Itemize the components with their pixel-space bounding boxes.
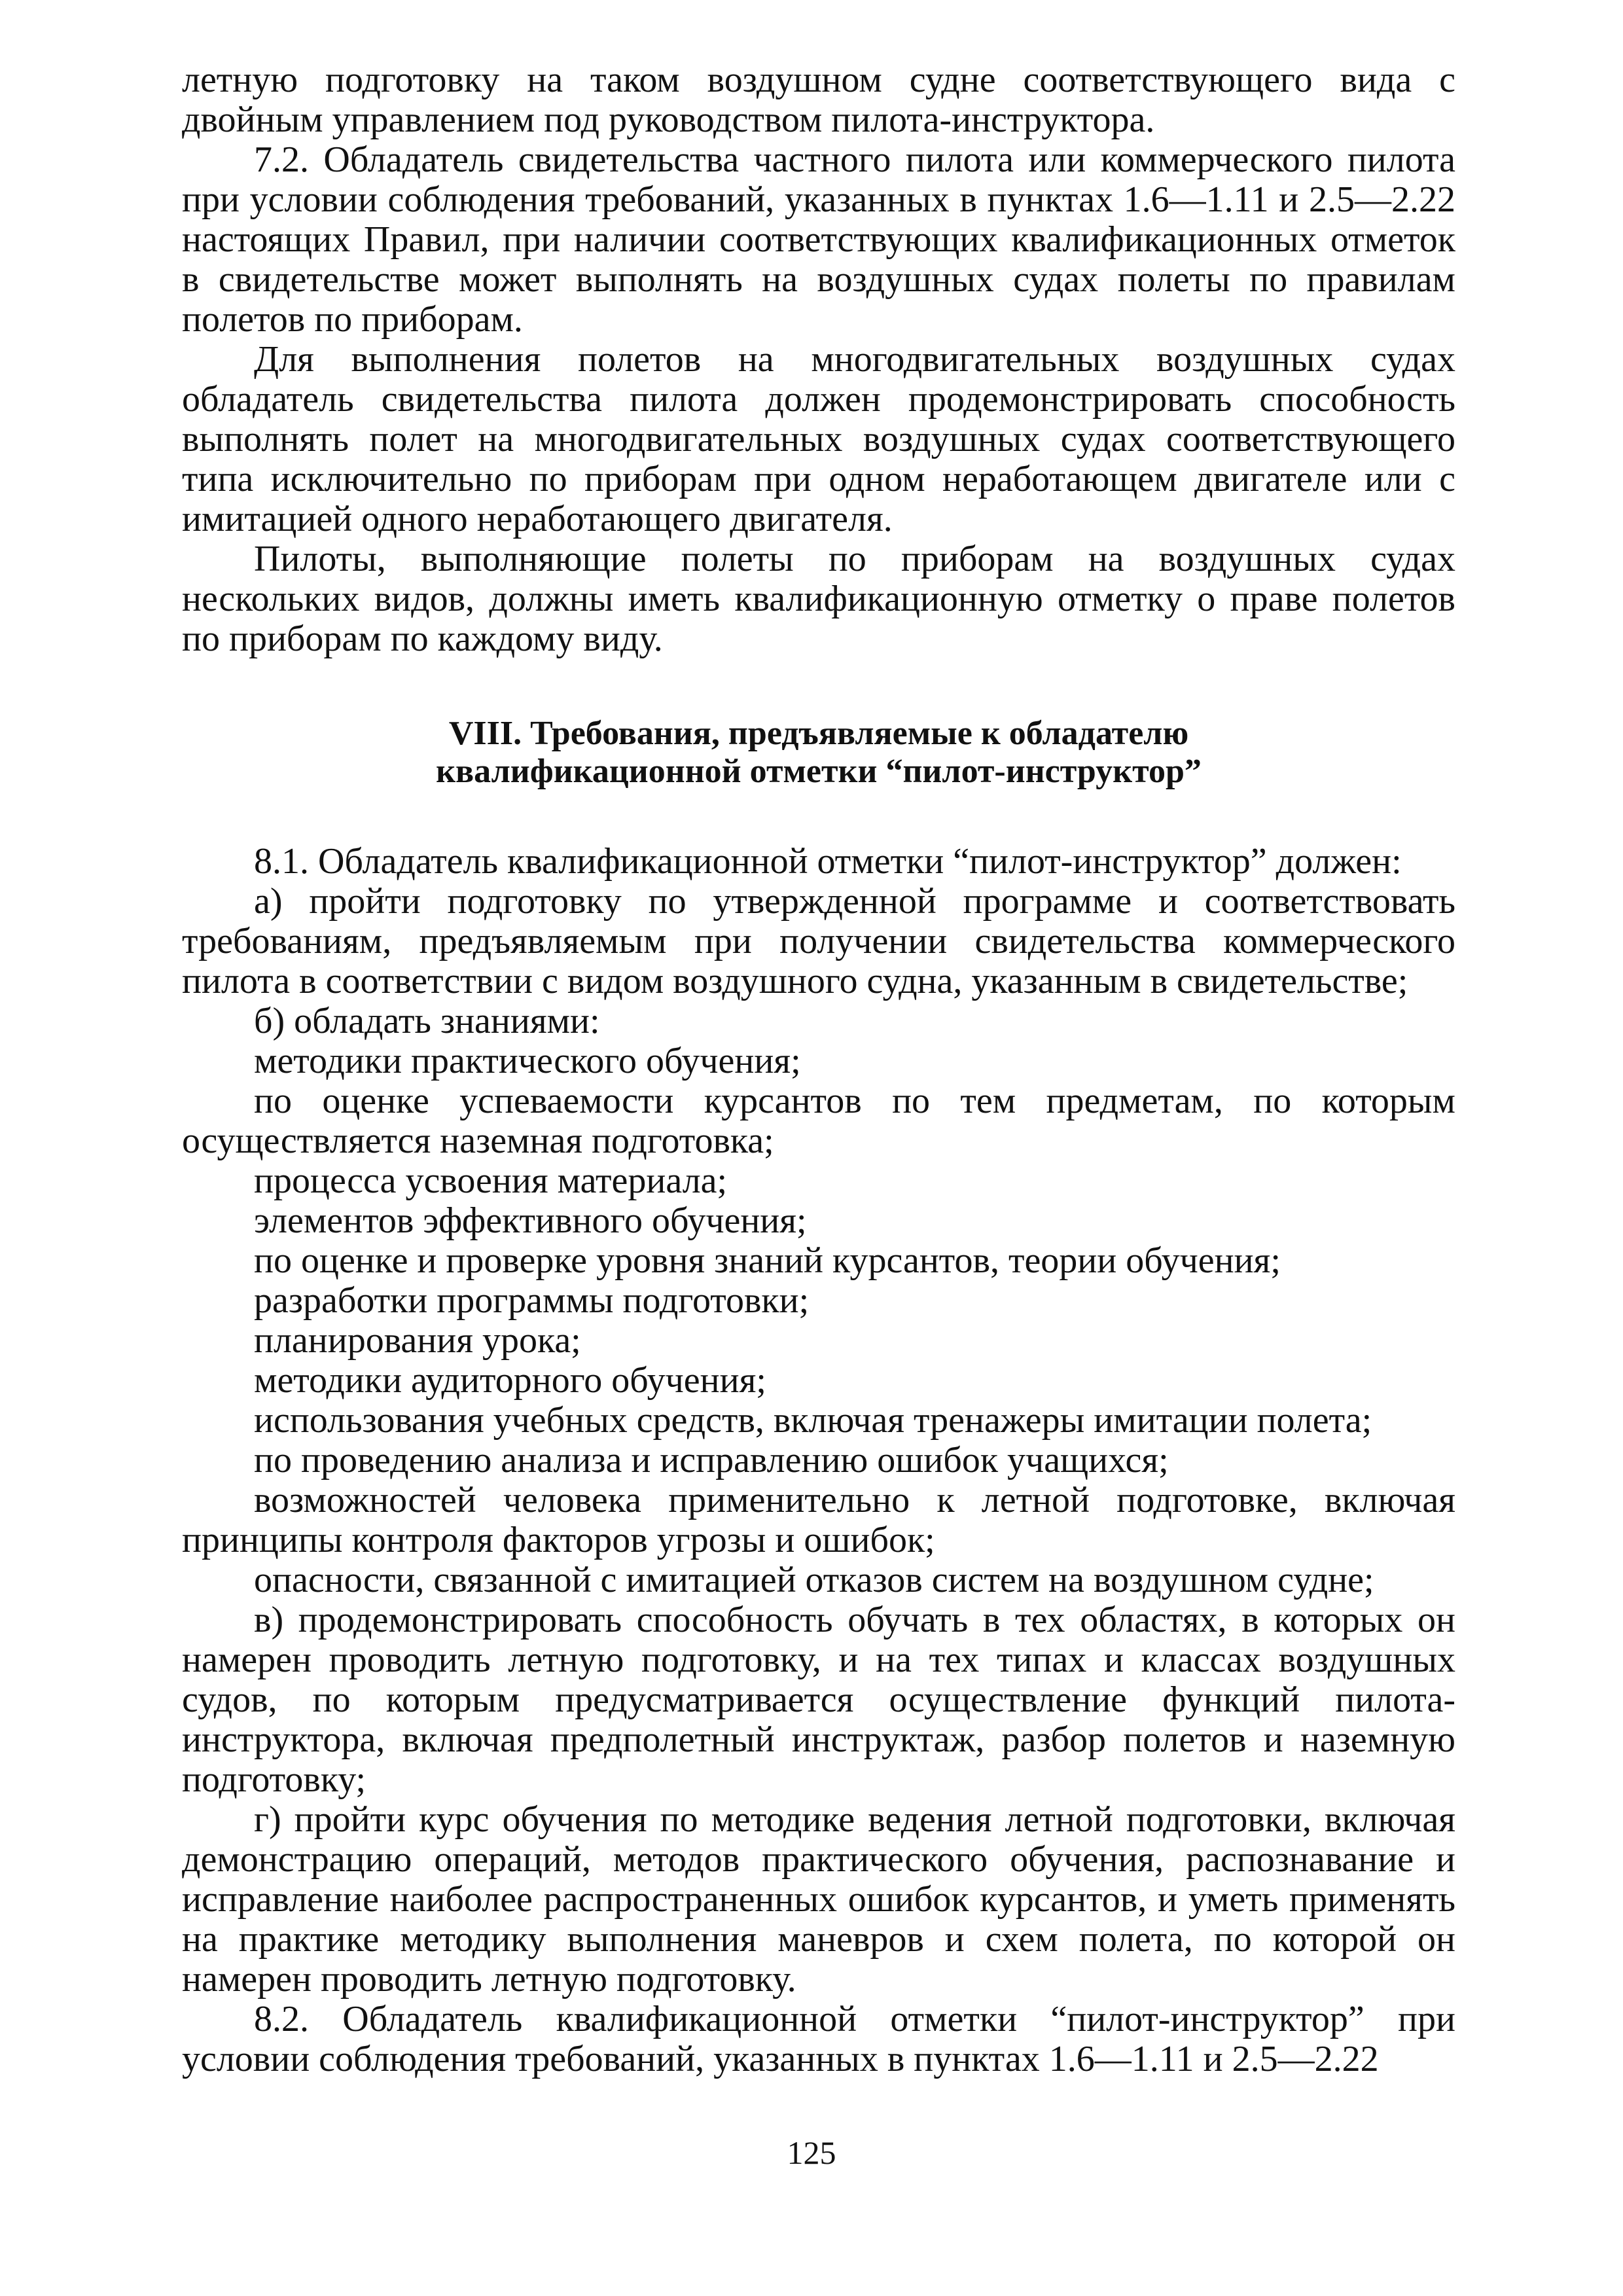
list-item-a: а) пройти подготовку по утвержденной программе и соответствовать требованиям, предъявляемым при получении свидетельства коммерческого пилота в соответствии с видом воздушного судна, указанным в свидетельстве; <box>182 881 1455 1001</box>
paragraph-instrument-pilots: Пилоты, выполняющие полеты по приборам на воздушных судах нескольких видов, должны иметь квалификационную отметку о праве полетов по приборам по каждому виду. <box>182 539 1455 659</box>
paragraph-multiengine: Для выполнения полетов на многодвигательных воздушных судах обладатель свидетельства пилота должен продемонстрировать способность выполнять полет на многодвигательных воздушных судах соответствующего типа исключительно по приборам при одном неработающем двигателе или с имитацией одного неработающего двигателя. <box>182 339 1455 539</box>
knowledge-item: процесса усвоения материала; <box>254 1160 728 1201</box>
paragraph-8-2: 8.2. Обладатель квалификационной отметки “пилот-инструктор” при условии соблюдения требований, указанных в пунктах 1.6—1.11 и 2.5—2.22 <box>182 1999 1455 2079</box>
body-text <box>182 60 1455 2079</box>
knowledge-item: по проведению анализа и исправлению ошибок учащихся; <box>254 1440 1169 1480</box>
knowledge-item: планирования урока; <box>254 1320 581 1361</box>
section-heading-line-2: квалификационной отметки “пилот-инструктор” <box>436 753 1202 790</box>
knowledge-item: использования учебных средств, включая тренажеры имитации полета; <box>254 1400 1372 1441</box>
paragraph-continuation: летную подготовку на таком воздушном судне соответствующего вида с двойным управлением под руководством пилота-инструктора. <box>182 60 1455 140</box>
page-number: 125 <box>787 2134 836 2171</box>
paragraph-8-1: 8.1. Обладатель квалификационной отметки “пилот-инструктор” должен: <box>254 841 1402 882</box>
list-item-v: в) продемонстрировать способность обучать в тех областях, в которых он намерен проводить летную подготовку, и на тех типах и классах воздушных судов, по которым предусматривается осуществление функций пилота-инструктора, включая предполетный инструктаж, разбор полетов и наземную подготовку; <box>182 1600 1455 1800</box>
list-item-g: г) пройти курс обучения по методике ведения летной подготовки, включая демонстрацию операций, методов практического обучения, распознавание и исправление наиболее распространенных ошибок курсантов, и уметь применять на практике методику выполнения маневров и схем полета, по которой он намерен проводить летную подготовку. <box>182 1799 1455 2000</box>
knowledge-item: по оценке успеваемости курсантов по тем предметам, по которым осуществляется наземная подготовка; <box>182 1081 1455 1161</box>
knowledge-item: по оценке и проверке уровня знаний курсантов, теории обучения; <box>254 1240 1281 1281</box>
section-heading-line-1: VIII. Требования, предъявляемые к обладателю <box>448 715 1189 752</box>
knowledge-item: опасности, связанной с имитацией отказов систем на воздушном судне; <box>254 1560 1374 1600</box>
knowledge-item: возможностей человека применительно к летной подготовке, включая принципы контроля факторов угрозы и ошибок; <box>182 1480 1455 1560</box>
knowledge-item: элементов эффективного обучения; <box>254 1200 807 1241</box>
knowledge-item: разработки программы подготовки; <box>254 1280 810 1321</box>
paragraph-7-2: 7.2. Обладатель свидетельства частного пилота или коммерческого пилота при условии соблюдения требований, указанных в пунктах 1.6—1.11 и 2.5—2.22 настоящих Правил, при наличии соответствующих квалификационных отметок в свидетельстве может выполнять на воздушных судах полеты по правилам полетов по приборам. <box>182 139 1455 340</box>
section-heading <box>182 715 1455 791</box>
list-item-b: б) обладать знаниями: <box>254 1001 600 1041</box>
knowledge-item: методики практического обучения; <box>254 1041 801 1081</box>
knowledge-item: методики аудиторного обучения; <box>254 1360 766 1401</box>
